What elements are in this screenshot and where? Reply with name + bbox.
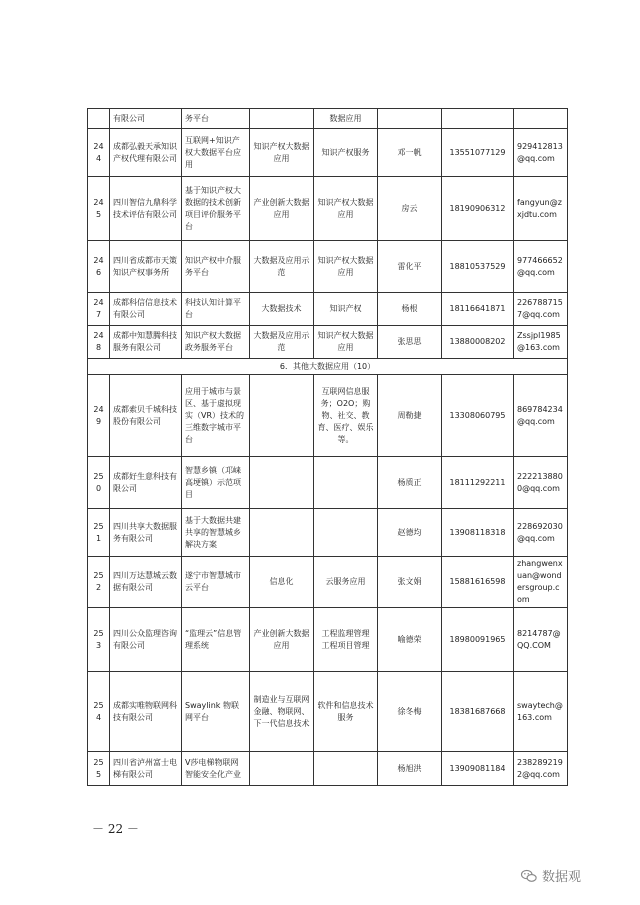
cell-contact: 徐冬梅: [378, 672, 442, 752]
cell-no: 253: [88, 608, 110, 672]
cell-field: 产业创新大数据应用: [250, 177, 314, 241]
table-row: [88, 457, 568, 509]
cell-phone: 18116641871: [442, 293, 514, 326]
cell-email: 929412813@qq.com: [514, 129, 568, 177]
cell-email: 2382892192@qq.com: [514, 752, 568, 786]
cell-company: 四川省成都市天策知识产权事务所: [110, 241, 182, 293]
watermark-label: 数据观: [542, 870, 582, 885]
cell-email: 869784234@qq.com: [514, 375, 568, 457]
cell-platform: 应用于城市与景区、基于虚拟现实（VR）技术的三维数字城市平台: [182, 375, 250, 457]
page-number: － 22 －: [92, 822, 139, 836]
cell-phone: 13908118318: [442, 509, 514, 557]
cell-phone: 18190906312: [442, 177, 514, 241]
cell-email: Zssjpl1985@163.com: [514, 326, 568, 359]
cell-company: 四川智信九鼎科学技术评估有限公司: [110, 177, 182, 241]
cell-platform: 遂宁市智慧城市云平台: [182, 557, 250, 608]
cell-contact: 赵德均: [378, 509, 442, 557]
cell-email: swaytech@163.com: [514, 672, 568, 752]
cell-contact: 周勒捷: [378, 375, 442, 457]
cell-field: [250, 375, 314, 457]
cell-platform: “监理云”信息管理系统: [182, 608, 250, 672]
cell-no: [88, 109, 110, 129]
cell-contact: 杨根: [378, 293, 442, 326]
cell-no: 249: [88, 375, 110, 457]
cell-email: fangyun@zxjdtu.com: [514, 177, 568, 241]
cell-phone: 18111292211: [442, 457, 514, 509]
section-title: 6．其他大数据应用（10）: [88, 359, 568, 375]
cell-company: 成都实唯物联网科技有限公司: [110, 672, 182, 752]
cell-app: 知识产权: [314, 293, 378, 326]
table-row: [88, 557, 568, 608]
cell-carry: [442, 109, 514, 129]
cell-carry: 务平台: [182, 109, 250, 129]
cell-company: 成都科信信息技术有限公司: [110, 293, 182, 326]
cell-app: 工程监理管理 工程项目管理: [314, 608, 378, 672]
cell-app: [314, 752, 378, 786]
cell-no: 245: [88, 177, 110, 241]
cell-app: 云服务应用: [314, 557, 378, 608]
cell-app: [314, 509, 378, 557]
cell-platform: Swaylink 物联网平台: [182, 672, 250, 752]
cell-app: 知识产权大数据应用: [314, 326, 378, 359]
cell-email: 8214787@QQ.COM: [514, 608, 568, 672]
cell-platform: 基于大数据共建共享的智慧城乡解决方案: [182, 509, 250, 557]
cell-app: 知识产权大数据应用: [314, 241, 378, 293]
cell-email: zhangwenxuan@wondersgroup.com: [514, 557, 568, 608]
cell-phone: 13308060795: [442, 375, 514, 457]
table-row: [88, 129, 568, 177]
watermark: [520, 866, 581, 885]
cell-phone: 18810537529: [442, 241, 514, 293]
cell-company: 四川省泸州富士电梯有限公司: [110, 752, 182, 786]
cell-email: 2222138800@qq.com: [514, 457, 568, 509]
cell-phone: 15881616598: [442, 557, 514, 608]
cell-no: 250: [88, 457, 110, 509]
cell-contact: 杨质正: [378, 457, 442, 509]
cell-email: 2267887157@qq.com: [514, 293, 568, 326]
cell-field: 信息化: [250, 557, 314, 608]
table-row: [88, 241, 568, 293]
table-row: [88, 326, 568, 359]
cell-phone: 13909081184: [442, 752, 514, 786]
cell-platform: 基于知识产权大数据的技术创新项目评价服务平台: [182, 177, 250, 241]
cell-carry: 有限公司: [110, 109, 182, 129]
cell-field: [250, 509, 314, 557]
company-table: [87, 108, 568, 786]
cell-contact: 房云: [378, 177, 442, 241]
cell-platform: 知识产权中介服务平台: [182, 241, 250, 293]
cell-field: [250, 457, 314, 509]
cell-field: 大数据技术: [250, 293, 314, 326]
table-row: [88, 293, 568, 326]
cell-company: 成都索贝千城科技股份有限公司: [110, 375, 182, 457]
cell-field: 大数据及应用示范: [250, 326, 314, 359]
cell-field: 大数据及应用示范: [250, 241, 314, 293]
cell-app: 互联网信息服务；O2O；购物、社交、教育、医疗、娱乐等。: [314, 375, 378, 457]
table-row: [88, 608, 568, 672]
cell-company: 成都好生意科技有限公司: [110, 457, 182, 509]
cell-field: [250, 752, 314, 786]
cell-contact: 雷化平: [378, 241, 442, 293]
cell-phone: 13880008202: [442, 326, 514, 359]
table-row: [88, 509, 568, 557]
cell-field: 制造业与互联网金融、物联网、下一代信息技术: [250, 672, 314, 752]
cell-app: 软件和信息技术服务: [314, 672, 378, 752]
cell-email: 228692030@qq.com: [514, 509, 568, 557]
cell-no: 244: [88, 129, 110, 177]
cell-company: 成都中知慧腾科技服务有限公司: [110, 326, 182, 359]
cell-carry: 数据应用: [314, 109, 378, 129]
section-row: [88, 359, 568, 375]
cell-app: [314, 457, 378, 509]
cell-no: 255: [88, 752, 110, 786]
cell-platform: 科技认知计算平台: [182, 293, 250, 326]
cell-phone: 18381687668: [442, 672, 514, 752]
table-row: [88, 375, 568, 457]
cell-company: 四川公众监理咨询有限公司: [110, 608, 182, 672]
cell-company: 四川万达慧城云数据有限公司: [110, 557, 182, 608]
cell-carry: [378, 109, 442, 129]
cell-company: 四川共享大数据服务有限公司: [110, 509, 182, 557]
cell-app: 知识产权服务: [314, 129, 378, 177]
cell-contact: 张文娟: [378, 557, 442, 608]
cell-email: 977466652@qq.com: [514, 241, 568, 293]
cell-contact: 喻德荣: [378, 608, 442, 672]
cell-no: 252: [88, 557, 110, 608]
table-row: [88, 672, 568, 752]
cell-carry: [514, 109, 568, 129]
cell-platform: V莎电梯物联网智能安全化产业: [182, 752, 250, 786]
cell-no: 248: [88, 326, 110, 359]
cell-contact: 邓一帆: [378, 129, 442, 177]
cell-no: 251: [88, 509, 110, 557]
cell-platform: 互联网+知识产权大数据平台应用: [182, 129, 250, 177]
cell-platform: 智慧乡镇（邛崃高埂镇）示范项目: [182, 457, 250, 509]
cell-no: 254: [88, 672, 110, 752]
table-row: [88, 177, 568, 241]
cell-contact: 杨旭洪: [378, 752, 442, 786]
cell-no: 247: [88, 293, 110, 326]
cell-platform: 知识产权大数据政务服务平台: [182, 326, 250, 359]
cell-carry: [250, 109, 314, 129]
cell-app: 知识产权大数据应用: [314, 177, 378, 241]
table-row: [88, 752, 568, 786]
cell-no: 246: [88, 241, 110, 293]
cell-phone: 13551077129: [442, 129, 514, 177]
wechat-icon: [520, 867, 538, 885]
cell-company: 成都弘毅天承知识产权代理有限公司: [110, 129, 182, 177]
cell-field: 产业创新大数据应用: [250, 608, 314, 672]
cell-field: 知识产权大数据应用: [250, 129, 314, 177]
cell-contact: 张思思: [378, 326, 442, 359]
cell-phone: 18980091965: [442, 608, 514, 672]
table-row: [88, 109, 568, 129]
